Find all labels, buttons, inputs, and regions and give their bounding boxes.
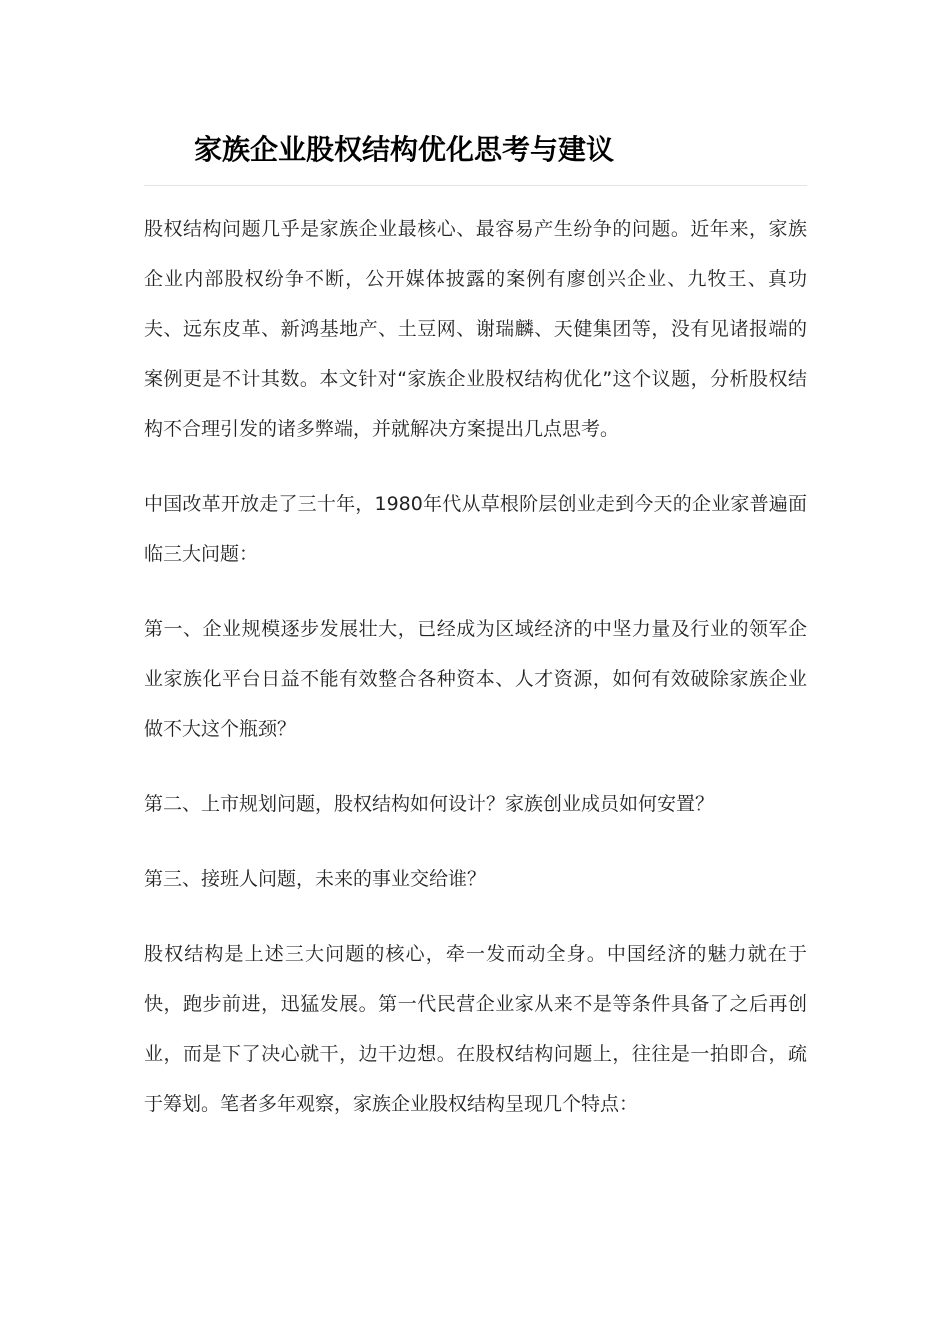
paragraph-three-problems: 中国改革开放走了三十年，1980年代从草根阶层创业走到今天的企业家普遍面临三大问题： xyxy=(144,493,807,565)
article-title: 家族企业股权结构优化思考与建议 xyxy=(194,133,615,166)
title-divider xyxy=(144,185,807,186)
paragraph-second-problem: 第二、上市规划问题，股权结构如何设计？家族创业成员如何安置？ xyxy=(144,793,715,815)
paragraph-third-problem: 第三、接班人问题，未来的事业交给谁？ xyxy=(144,868,487,890)
paragraph-intro: 股权结构问题几乎是家族企业最核心、最容易产生纷争的问题。近年来，家族企业内部股权纷争不断，公开媒体披露的案例有廖创兴企业、九牧王、真功夫、远东皮革、新鸿基地产、土豆网、谢瑞麟、天健集团等，没有见诸报端的案例更是不计其数。本文针对“家族企业股权结构优化”这个议题，分析股权结构不合理引发的诸多弊端，并就解决方案提出几点思考。 xyxy=(144,218,807,440)
paragraph-equity-core: 股权结构是上述三大问题的核心，牵一发而动全身。中国经济的魅力就在于快，跑步前进，迅猛发展。第一代民营企业家从来不是等条件具备了之后再创业，而是下了决心就干，边干边想。在股权结构问题上，往往是一拍即合，疏于筹划。笔者多年观察，家族企业股权结构呈现几个特点： xyxy=(144,943,807,1115)
article-body xyxy=(144,204,807,1154)
paragraph-first-problem: 第一、企业规模逐步发展壮大，已经成为区域经济的中坚力量及行业的领军企业家族化平台日益不能有效整合各种资本、人才资源，如何有效破除家族企业做不大这个瓶颈？ xyxy=(144,618,807,740)
